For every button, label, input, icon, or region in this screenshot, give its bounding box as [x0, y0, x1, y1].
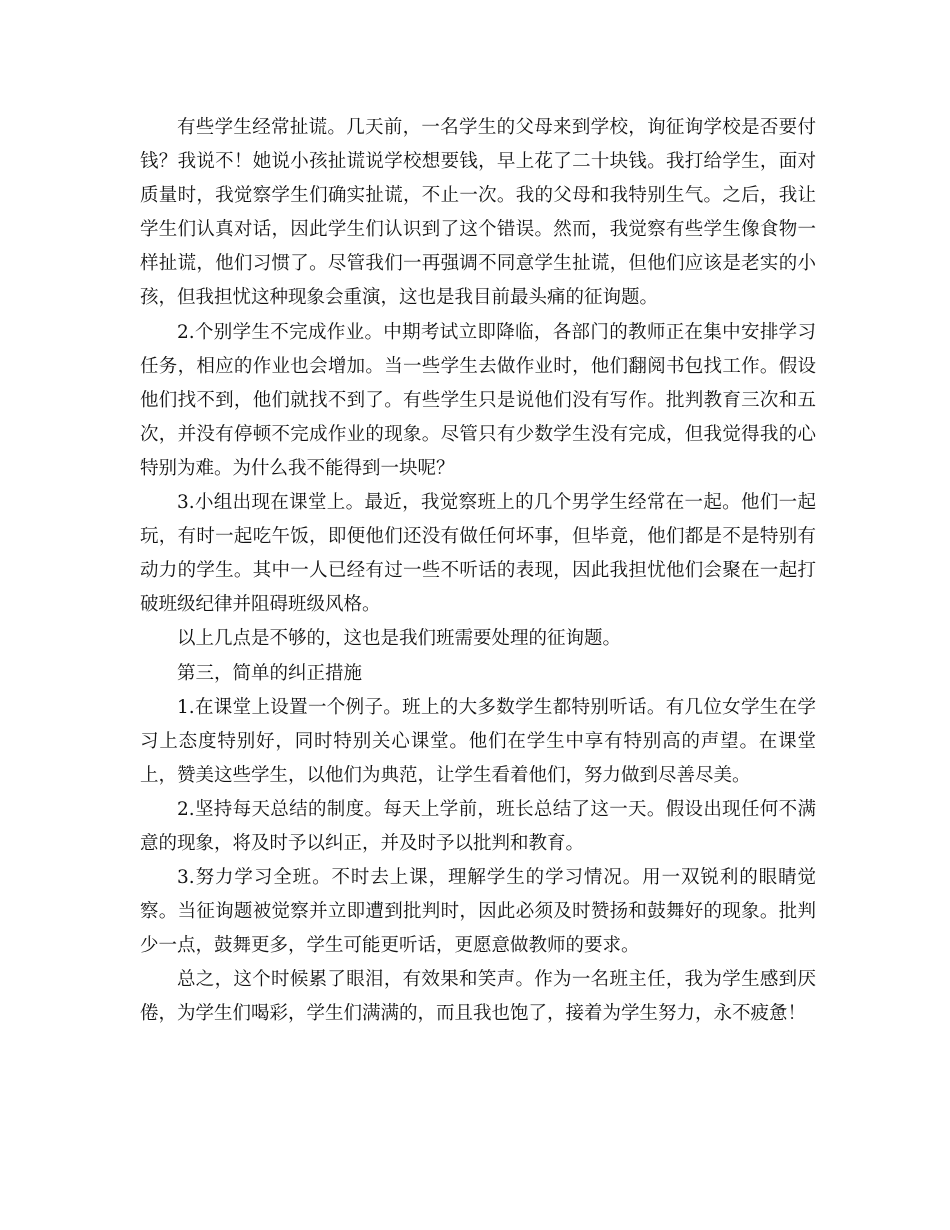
paragraph-set-example: 1.在课堂上设置一个例子。班上的大多数学生都特别听话。有几位女学生在学习上态度特别好，同时特别关心课堂。他们在学生中享有特别高的声望。在课堂上，赞美这些学生，以他们为典范，让学生看着他们，努力做到尽善尽美。 — [140, 696, 816, 786]
paragraph-small-groups: 3.小组出现在课堂上。最近，我觉察班上的几个男学生经常在一起。他们一起玩，有时一起吃午饭，即便他们还没有做任何坏事，但毕竟，他们都是不是特别有动力的学生。其中一人已经有过一些不听话的表现，因此我担忧他们会聚在一起打破班级纪律并阻碍班级风格。 — [140, 492, 816, 616]
paragraph-conclusion: 总之，这个时候累了眼泪，有效果和笑声。作为一名班主任，我为学生感到厌倦，为学生们喝彩，学生们满满的，而且我也饱了，接着为学生努力，永不疲惫！ — [140, 969, 816, 1025]
document-body — [140, 111, 816, 1032]
paragraph-observe-class: 3.努力学习全班。不时去上课，理解学生的学习情况。用一双锐利的眼睛觉察。当征询题被觉察并立即遭到批判时，因此必须及时赞扬和鼓舞好的现象。批判少一点，鼓舞更多，学生可能更听话，更愿意做教师的要求。 — [140, 867, 816, 957]
paragraph-daily-summary: 2.坚持每天总结的制度。每天上学前，班长总结了这一天。假设出现任何不满意的现象，将及时予以纠正，并及时予以批判和教育。 — [140, 798, 816, 854]
paragraph-summary-problems: 以上几点是不够的，这也是我们班需要处理的征询题。 — [177, 628, 622, 650]
section-heading-measures: 第三，简单的纠正措施 — [177, 662, 363, 684]
paragraph-lying: 有些学生经常扯谎。几天前，一名学生的父母来到学校，询征询学校是否要付钱？我说不！她说小孩扯谎说学校想要钱，早上花了二十块钱。我打给学生，面对质量时，我觉察学生们确实扯谎，不止一次。我的父母和我特别生气。之后，我让学生们认真对话，因此学生们认识到了这个错误。然而，我觉察有些学生像食物一样扯谎，他们习惯了。尽管我们一再强调不同意学生扯谎，但他们应该是老实的小孩，但我担忧这种现象会重演，这也是我目前最头痛的征询题。 — [140, 117, 816, 309]
paragraph-homework: 2.个别学生不完成作业。中期考试立即降临，各部门的教师正在集中安排学习任务，相应的作业也会增加。当一些学生去做作业时，他们翻阅书包找工作。假设他们找不到，他们就找不到了。有些学生只是说他们没有写作。批判教育三次和五次，并没有停顿不完成作业的现象。尽管只有少数学生没有完成，但我觉得我的心特别为难。为什么我不能得到一块呢？ — [140, 321, 816, 479]
